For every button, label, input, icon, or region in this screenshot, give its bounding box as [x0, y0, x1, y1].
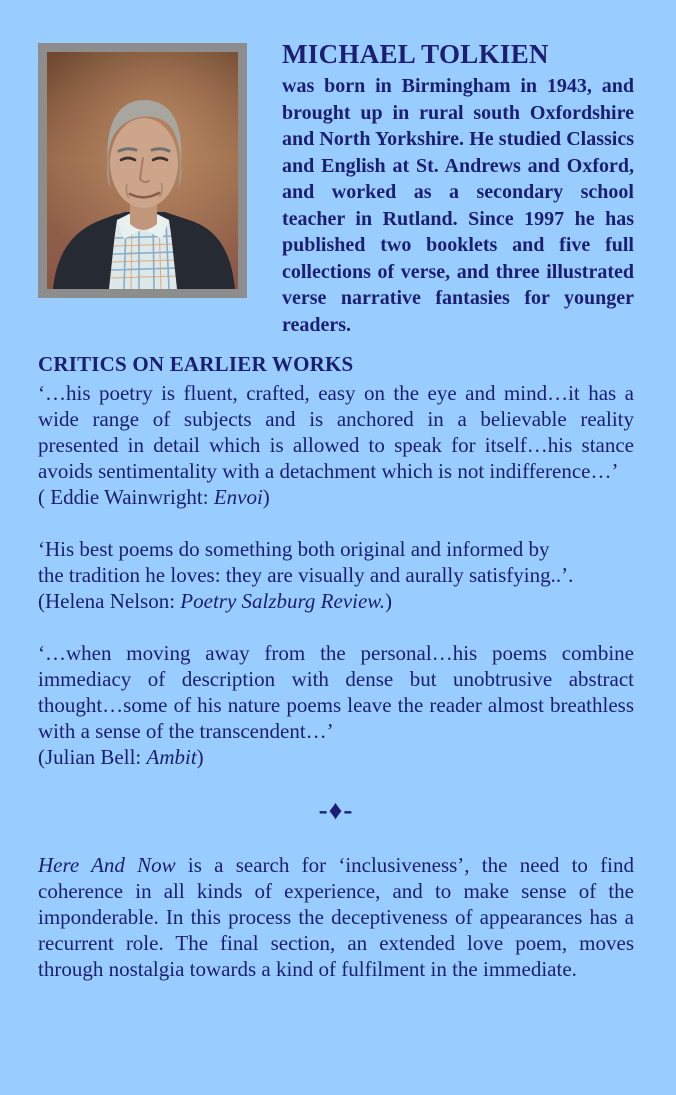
diamond-divider-icon: -♦-: [318, 795, 354, 825]
quote-nelson-citation: (Helena Nelson: Poetry Salzburg Review.): [38, 589, 392, 613]
cite-source-ambit: Ambit: [146, 745, 197, 769]
quote-wainwright-citation: ( Eddie Wainwright: Envoi): [38, 485, 270, 509]
author-bio-paragraph: was born in Birmingham in 1943, and brought up in rural south Oxfordshire and North Yorkshire. He studied Classics and English at St. Andrews and Oxford, and worked as a secondary school teacher in Rutland. Since 1997 he has published two booklets and five full collections of verse, and three illustrated verse narrative fantasies for younger readers.: [282, 75, 634, 336]
book-blurb-text: is a search for ‘inclusiveness’, the need to find coherence in all kinds of experience, and to make sense of the imponderable. In this process the deceptiveness of appearances has a recurrent role. The final section, an extended love poem, moves through nostalgia towards a kind of fulfilment in the immediate.: [38, 853, 634, 981]
quote-wainwright: [38, 380, 634, 510]
author-intro: [282, 38, 634, 338]
author-header: [38, 38, 634, 338]
book-blurb-paragraph: [38, 852, 634, 982]
book-title-italic: Here And Now: [38, 853, 176, 877]
quote-nelson-line-2: the tradition he loves: they are visually and aurally satisfying..’.: [38, 563, 574, 587]
quote-bell-citation: (Julian Bell: Ambit): [38, 745, 204, 769]
critics-heading: CRITICS ON EARLIER WORKS: [38, 352, 354, 376]
cite-source-envoi: Envoi: [213, 485, 263, 509]
quote-nelson-line-1: ‘His best poems do something both original and informed by: [38, 537, 550, 561]
author-photo: [38, 43, 247, 298]
quote-nelson: [38, 536, 634, 614]
critics-section: [38, 351, 634, 982]
page-title: MICHAEL TOLKIEN: [282, 39, 549, 69]
cite-source-poetry-salzburg-review: Poetry Salzburg Review.: [180, 589, 385, 613]
quote-bell-text: ‘…when moving away from the personal…his poems combine immediacy of description with dense but unobtrusive abstract thought…some of his nature poems leave the reader almost breathless with a sense of the transcendent…’: [38, 641, 634, 743]
quote-bell: [38, 640, 634, 770]
quote-wainwright-text: ‘…his poetry is fluent, crafted, easy on the eye and mind…it has a wide range of subjects and is anchored in a believable reality presented in detail which is allowed to speak for itself…his stance avoids sentimentality with a detachment which is not indifference…’: [38, 381, 634, 483]
author-portrait-illustration: [47, 52, 238, 289]
